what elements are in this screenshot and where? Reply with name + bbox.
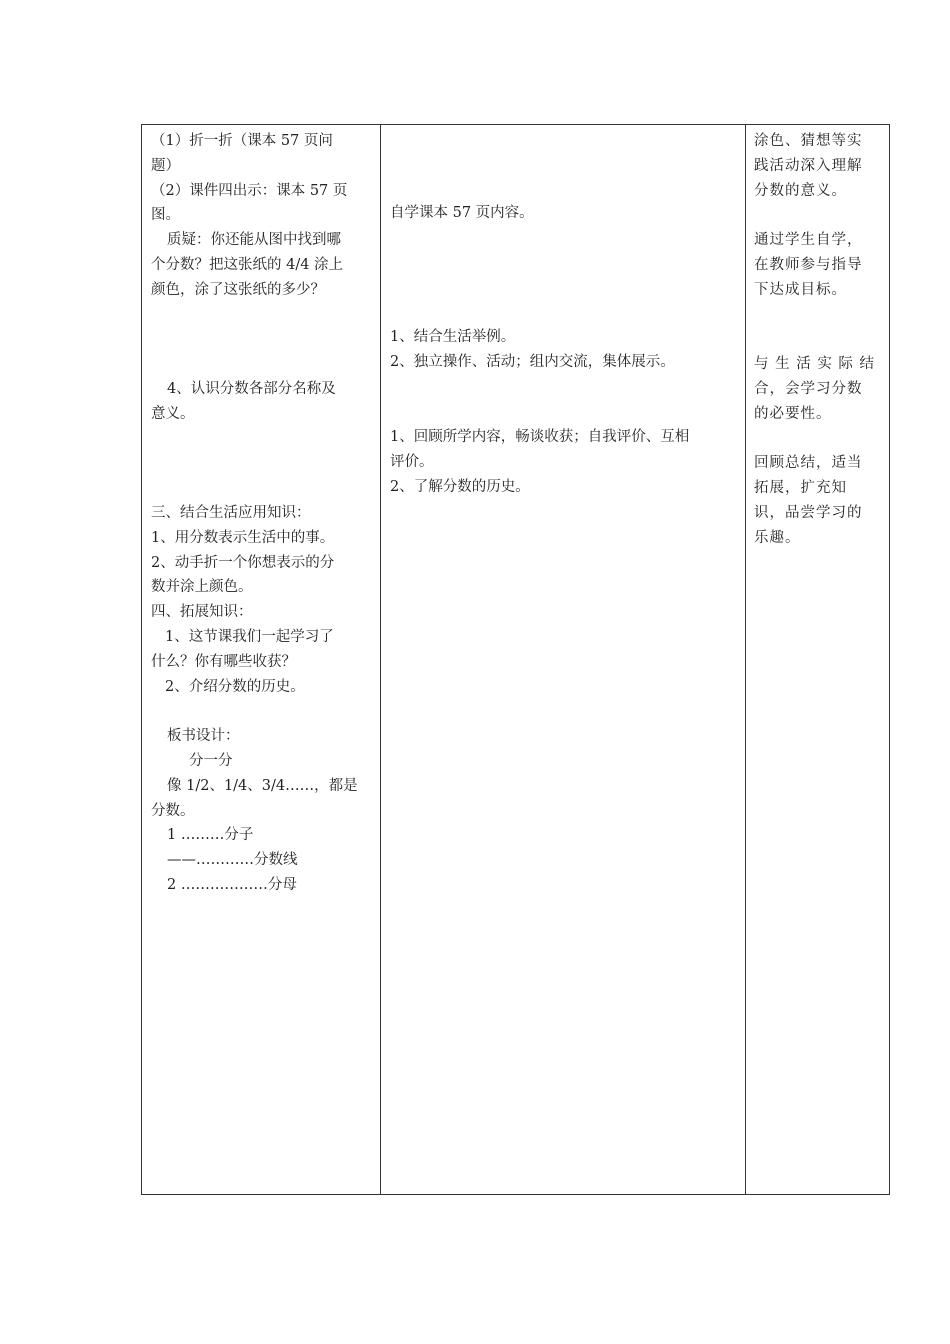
text-line: 个分数？把这张纸的 4/4 涂上: [151, 256, 344, 273]
board-title: 分一分: [189, 752, 233, 769]
text-line: 涂色、猜想等实: [754, 133, 863, 149]
text-line: （2）课件四出示：课本 57 页: [151, 182, 348, 199]
text-line: 分数的意义。: [754, 182, 847, 199]
text-line: 践活动深入理解: [754, 157, 863, 174]
section-heading: 三、结合生活应用知识：: [151, 504, 311, 521]
text-line: 1、回顾所学内容，畅谈收获；自我评价、互相: [390, 429, 690, 445]
text-line: 在教师参与指导: [754, 256, 863, 273]
text-line: 乐趣。: [754, 529, 801, 546]
text-line: 什么？你有哪些收获？: [151, 653, 296, 670]
text-line: 2、独立操作、活动；组内交流，集体展示。: [390, 354, 675, 370]
text-line: 拓展，扩充知: [754, 480, 847, 497]
numerator-line: 1 ………分子: [167, 827, 254, 844]
text-line: 意义。: [151, 405, 195, 422]
board-design-heading: 板书设计：: [167, 728, 240, 745]
lesson-plan-table: [141, 124, 890, 1195]
text-line: 1、结合生活举例。: [390, 329, 516, 345]
text-line: 1、用分数表示生活中的事。: [151, 529, 335, 546]
text-line: 分数。: [151, 802, 195, 819]
text-line: 4、认识分数各部分名称及: [167, 380, 336, 397]
text-line: 与 生 活 实 际 结: [754, 356, 876, 373]
text-line: （1）折一折（课本 57 页问: [151, 133, 333, 149]
text-line: 1、这节课我们一起学习了: [165, 628, 334, 645]
text-line: 2、了解分数的历史。: [390, 479, 530, 495]
text-line: 数并涂上颜色。: [151, 579, 253, 596]
text-line: 评价。: [390, 454, 434, 470]
teaching-process-column: [142, 125, 380, 1194]
text-line: 2、动手折一个你想表示的分: [151, 554, 335, 571]
text-line: 合，会学习分数: [754, 380, 863, 397]
text-line: 下达成目标。: [754, 281, 847, 298]
text-line: 自学课本 57 页内容。: [390, 205, 534, 221]
text-line: 像 1/2、1/4、3/4……，都是: [167, 777, 358, 794]
section-heading: 四、拓展知识：: [151, 604, 253, 621]
design-intent-column: [745, 125, 889, 1194]
text-line: 颜色，涂了这张纸的多少？: [151, 281, 325, 298]
text-line: 回顾总结，适当: [754, 455, 863, 472]
denominator-line: 2 ………………分母: [167, 876, 297, 893]
text-line: 题）: [151, 157, 180, 174]
text-line: 识，品尝学习的: [754, 504, 863, 521]
text-line: 的必要性。: [754, 405, 832, 422]
text-line: 图。: [151, 207, 180, 224]
fraction-bar-line: ——…………分数线: [167, 852, 298, 869]
text-line: 质疑：你还能从图中找到哪: [167, 232, 341, 249]
text-line: 通过学生自学，: [754, 232, 863, 249]
text-line: 2、介绍分数的历史。: [165, 678, 305, 695]
student-activity-column: [380, 125, 745, 1194]
